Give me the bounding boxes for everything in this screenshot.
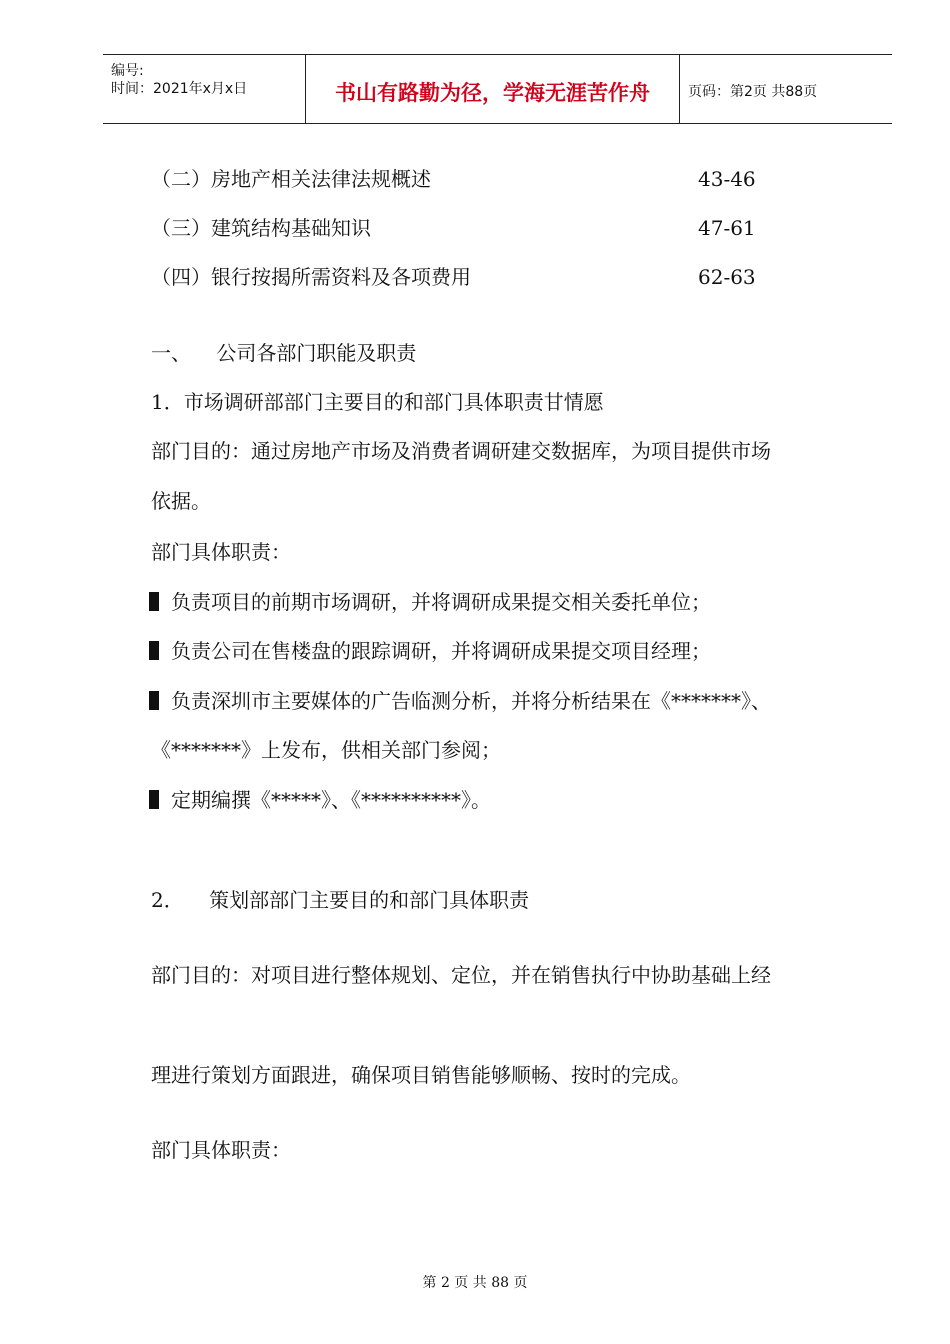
purpose-text-cont: 理进行策划方面跟进，确保项目销售能够顺畅、按时的完成。 [151, 1063, 691, 1087]
purpose-text-cont: 依据。 [151, 489, 211, 513]
header-motto: 书山有路勤为径，学海无涯苦作舟 [335, 81, 650, 105]
toc-entry-pages: 62-63 [698, 265, 756, 289]
bullet-square-icon [149, 592, 159, 611]
duty-item [149, 589, 711, 615]
subsection-title: 1．市场调研部部门主要目的和部门具体职责甘情愿 [151, 390, 604, 414]
doc-time-label: 时间：2021年x月x日 [111, 81, 248, 97]
purpose-text: 部门目的：对项目进行整体规划、定位，并在销售执行中协助基础上经 [151, 963, 771, 987]
purpose-text: 部门目的：通过房地产市场及消费者调研建交数据库，为项目提供市场 [151, 439, 771, 463]
duty-item [149, 787, 491, 813]
header-motto-cell [305, 55, 680, 123]
header-page-cell [680, 55, 892, 123]
section-heading: 一、 公司各部门职能及职责 [151, 341, 417, 365]
toc-entry-label: （二）房地产相关法律法规概述 [151, 167, 431, 191]
duty-item-text: 定期编撰《*****》、《**********》。 [171, 788, 491, 812]
duty-item [149, 688, 771, 714]
bullet-square-icon [149, 691, 159, 710]
duty-item-text: 负责深圳市主要媒体的广告临测分析，并将分析结果在《*******》、 [171, 689, 771, 713]
toc-entry-label: （四）银行按揭所需资料及各项费用 [151, 265, 471, 289]
bullet-square-icon [149, 641, 159, 660]
doc-number-label: 编号: [111, 63, 144, 79]
page-header [103, 54, 892, 124]
bullet-square-icon [149, 790, 159, 809]
duty-item-text: 负责项目的前期市场调研，并将调研成果提交相关委托单位； [171, 590, 711, 614]
header-left-cell [103, 55, 303, 123]
duties-label: 部门具体职责： [151, 1138, 291, 1162]
duty-item-text: 负责公司在售楼盘的跟踪调研，并将调研成果提交项目经理； [171, 639, 711, 663]
duties-label: 部门具体职责： [151, 540, 291, 564]
toc-entry-pages: 47-61 [698, 216, 756, 240]
duty-item-cont: 《*******》上发布，供相关部门参阅； [151, 738, 501, 762]
duty-item [149, 638, 711, 664]
subsection-title: 2． 策划部部门主要目的和部门具体职责 [151, 888, 530, 912]
page-footer: 第 2 页 共 88 页 [422, 1275, 528, 1291]
header-page-info: 页码：第2页 共88页 [688, 84, 818, 100]
toc-entry-label: （三）建筑结构基础知识 [151, 216, 371, 240]
toc-entry-pages: 43-46 [698, 167, 756, 191]
